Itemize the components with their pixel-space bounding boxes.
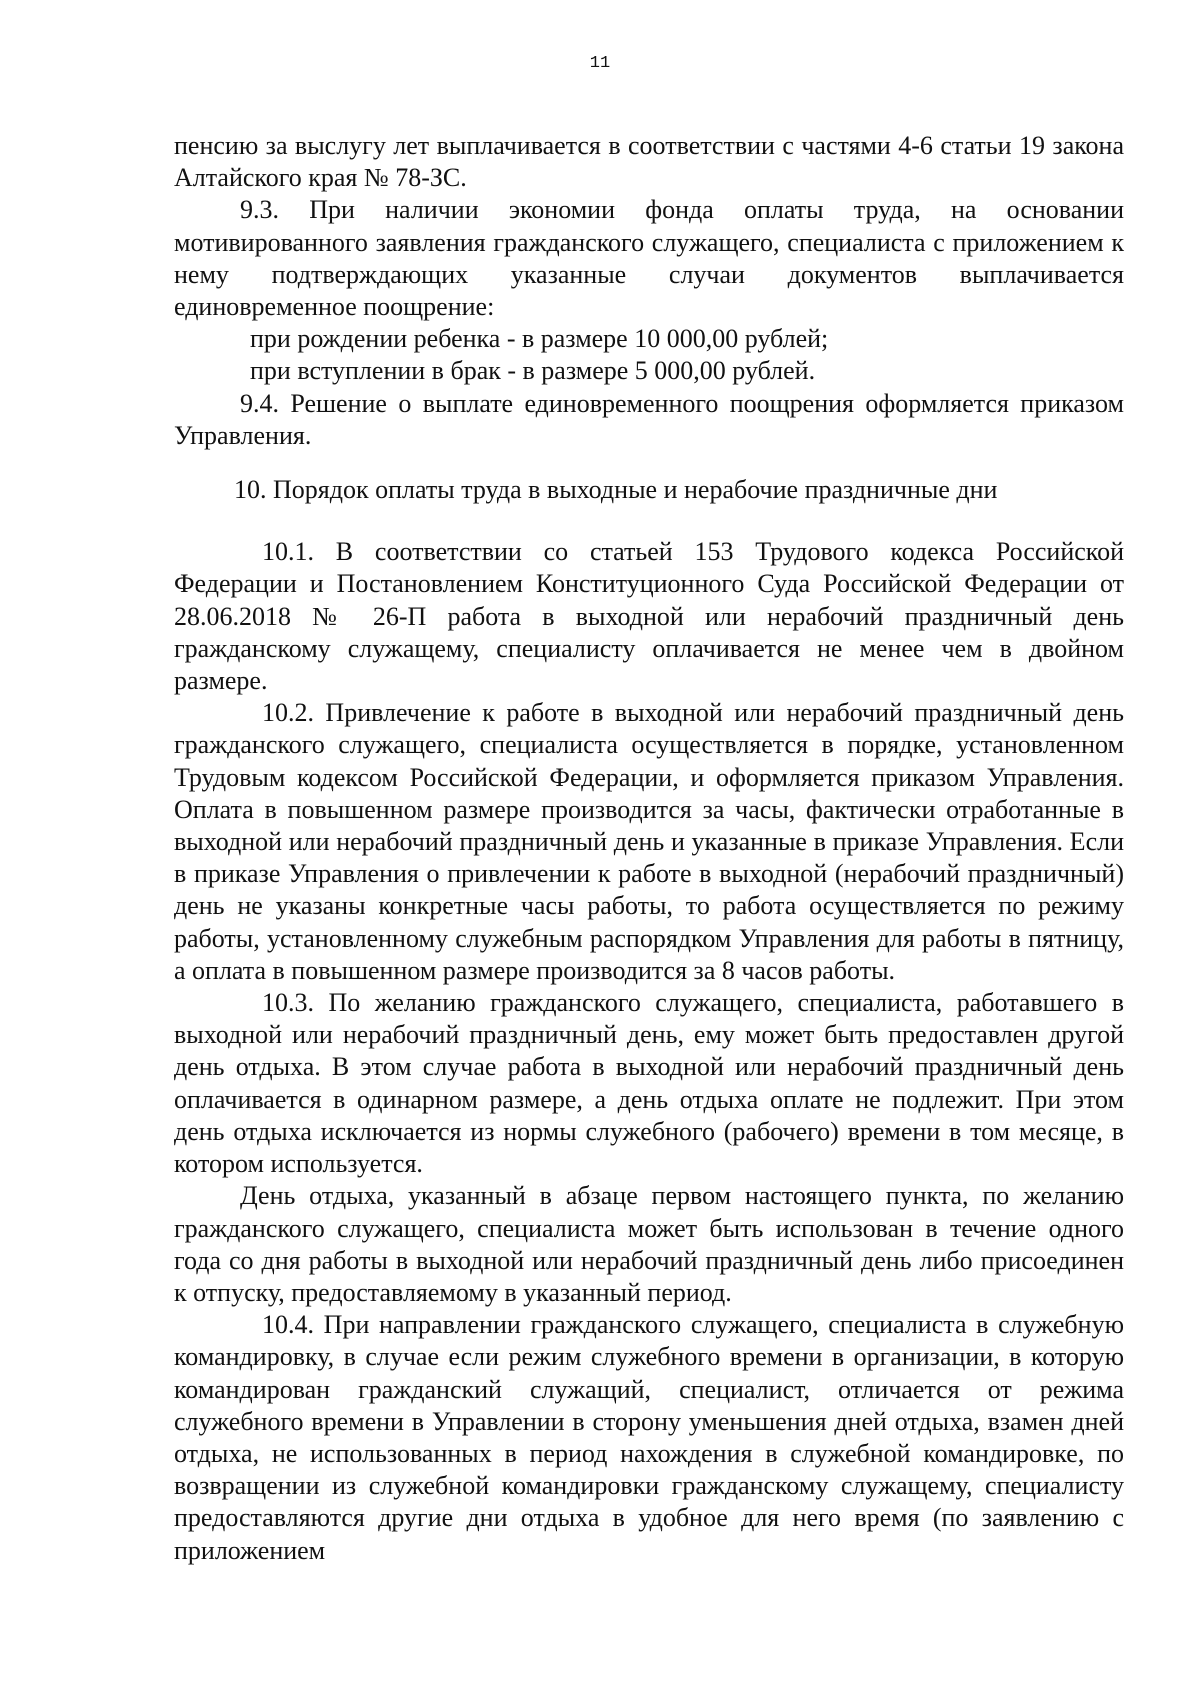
paragraph-9-4: 9.4. Решение о выплате единовременного поощрения оформляется приказом Управления. [174, 388, 1124, 450]
paragraph-pension-continuation: пенсию за выслугу лет выплачивается в соответствии с частями 4-6 статьи 19 закона Алтайского края № 78-ЗС. [174, 131, 1124, 193]
paragraph-10-4: 10.4. При направлении гражданского служащего, специалиста в служебную командировку, в случае если режим служебного времени в организации, в которую командирован гражданский служащий, специалист, отличается от режима служебного времени в Управлении в сторону уменьшения дней отдыха, взамен дней отдыха, не использованных в период нахождения в служебной командировке, по возвращении из служебной командировки гражданскому служащему, специалисту предоставляются другие дни отдыха в удобное для него время (по заявлению с приложением [174, 1310, 1124, 1565]
paragraph-10-3: 10.3. По желанию гражданского служащего, специалиста, работавшего в выходной или нерабочий праздничный день, ему может быть предоставлен другой день отдыха. В этом случае работа в выходной или нерабочий праздничный день оплачивается в одинарном размере, а день отдыха оплате не подлежит. При этом день отдыха исключается из нормы служебного (рабочего) времени в том месяце, в котором используется. [174, 988, 1124, 1179]
paragraph-10-2: 10.2. Привлечение к работе в выходной или нерабочий праздничный день гражданского служащего, специалиста осуществляется в порядке, установленном Трудовым кодексом Российской Федерации, и оформляется приказом Управления. Оплата в повышенном размере производится за часы, фактически отработанные в выходной или нерабочий праздничный день и указанные в приказе Управления. Если в приказе Управления о привлечении к работе в выходной (нерабочий праздничный) день не указаны конкретные часы работы, то работа осуществляется по режиму работы, установленному служебным распорядком Управления для работы в пятницу, а оплата в повышенном размере производится за 8 часов работы. [174, 698, 1124, 985]
paragraph-marriage-bonus: при вступлении в брак - в размере 5 000,00 рублей. [250, 356, 816, 386]
section-heading-10: 10. Порядок оплаты труда в выходные и нерабочие праздничные дни [234, 475, 998, 505]
paragraph-10-1: 10.1. В соответствии со статьей 153 Трудового кодекса Российской Федерации и Постановлением Конституционного Суда Российской Федерации от 28.06.2018 № 26-П работа в выходной или нерабочий праздничный день гражданскому служащему, специалисту оплачивается не менее чем в двойном размере. [174, 537, 1124, 696]
paragraph-day-off: День отдыха, указанный в абзаце первом настоящего пункта, по желанию гражданского служащего, специалиста может быть использован в течение одного года со дня работы в выходной или нерабочий праздничный день либо присоединен к отпуску, предоставляемому в указанный период. [174, 1181, 1124, 1307]
paragraph-9-3: 9.3. При наличии экономии фонда оплаты труда, на основании мотивированного заявления гражданского служащего, специалиста с приложением к нему подтверждающих указанные случаи документов выплачивается единовременное поощрение: [174, 195, 1124, 322]
page-number: 11 [589, 54, 611, 73]
document-body [174, 130, 1124, 1567]
paragraph-birth-bonus: при рождении ребенка - в размере 10 000,00 рублей; [250, 324, 829, 354]
